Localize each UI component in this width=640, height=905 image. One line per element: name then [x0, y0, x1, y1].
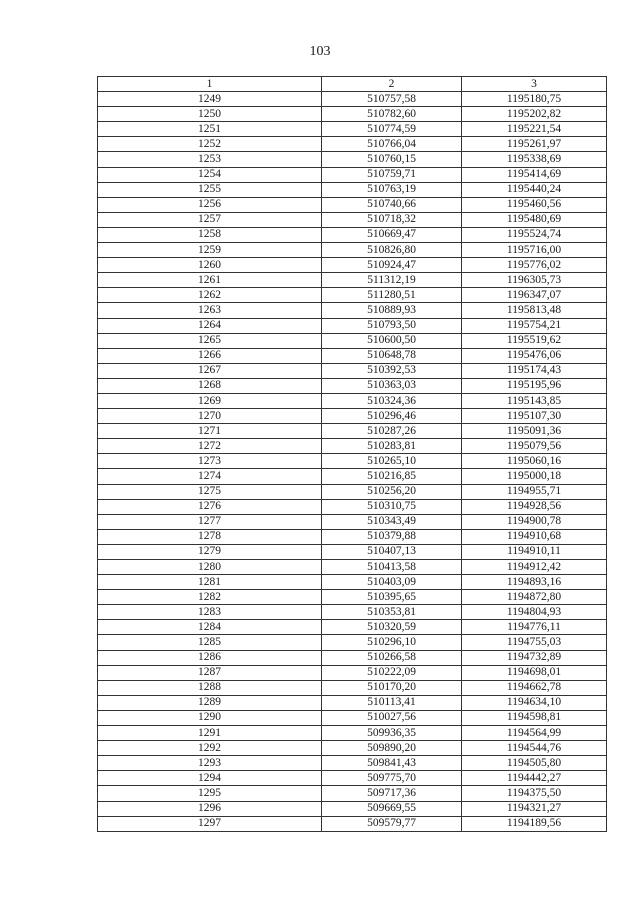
table-row [98, 409, 607, 424]
table-row [98, 424, 607, 439]
x-coordinate-cell: 510403,09 [322, 575, 462, 590]
x-coordinate-cell: 510669,47 [322, 227, 462, 242]
x-coordinate-cell: 510407,13 [322, 544, 462, 559]
y-coordinate-cell: 1195143,85 [462, 393, 607, 408]
table-row [98, 499, 607, 514]
table-row [98, 227, 607, 242]
header-cell-point: 1 [98, 77, 322, 92]
point-number-cell: 1253 [98, 152, 322, 167]
x-coordinate-cell: 510310,75 [322, 499, 462, 514]
x-coordinate-cell: 509669,55 [322, 801, 462, 816]
table-row [98, 650, 607, 665]
y-coordinate-cell: 1194872,80 [462, 590, 607, 605]
y-coordinate-cell: 1195519,62 [462, 333, 607, 348]
x-coordinate-cell: 510395,65 [322, 590, 462, 605]
table-row [98, 348, 607, 363]
point-number-cell: 1293 [98, 756, 322, 771]
x-coordinate-cell: 509936,35 [322, 726, 462, 741]
point-number-cell: 1263 [98, 303, 322, 318]
table-row [98, 152, 607, 167]
point-number-cell: 1257 [98, 212, 322, 227]
table-row [98, 484, 607, 499]
x-coordinate-cell: 510766,04 [322, 137, 462, 152]
point-number-cell: 1281 [98, 575, 322, 590]
point-number-cell: 1262 [98, 288, 322, 303]
y-coordinate-cell: 1195754,21 [462, 318, 607, 333]
x-coordinate-cell: 510266,58 [322, 650, 462, 665]
table-row [98, 243, 607, 258]
x-coordinate-cell: 510763,19 [322, 182, 462, 197]
x-coordinate-cell: 510216,85 [322, 469, 462, 484]
point-number-cell: 1274 [98, 469, 322, 484]
table-row [98, 560, 607, 575]
point-number-cell: 1292 [98, 741, 322, 756]
point-number-cell: 1265 [98, 333, 322, 348]
point-number-cell: 1296 [98, 801, 322, 816]
point-number-cell: 1289 [98, 695, 322, 710]
point-number-cell: 1255 [98, 182, 322, 197]
point-number-cell: 1256 [98, 197, 322, 212]
y-coordinate-cell: 1196347,07 [462, 288, 607, 303]
point-number-cell: 1286 [98, 650, 322, 665]
y-coordinate-cell: 1195480,69 [462, 212, 607, 227]
y-coordinate-cell: 1194662,78 [462, 680, 607, 695]
point-number-cell: 1288 [98, 680, 322, 695]
table-row [98, 741, 607, 756]
point-number-cell: 1297 [98, 816, 322, 831]
point-number-cell: 1252 [98, 137, 322, 152]
table-row [98, 529, 607, 544]
y-coordinate-cell: 1194321,27 [462, 801, 607, 816]
y-coordinate-cell: 1194375,50 [462, 786, 607, 801]
x-coordinate-cell: 510648,78 [322, 348, 462, 363]
y-coordinate-cell: 1195174,43 [462, 363, 607, 378]
point-number-cell: 1264 [98, 318, 322, 333]
y-coordinate-cell: 1194955,71 [462, 484, 607, 499]
point-number-cell: 1287 [98, 665, 322, 680]
x-coordinate-cell: 510113,41 [322, 695, 462, 710]
y-coordinate-cell: 1195261,97 [462, 137, 607, 152]
y-coordinate-cell: 1194912,42 [462, 560, 607, 575]
x-coordinate-cell: 510793,50 [322, 318, 462, 333]
x-coordinate-cell: 510924,47 [322, 258, 462, 273]
point-number-cell: 1258 [98, 227, 322, 242]
coordinates-table [97, 76, 607, 832]
y-coordinate-cell: 1194910,68 [462, 529, 607, 544]
table-row [98, 771, 607, 786]
x-coordinate-cell: 510774,59 [322, 122, 462, 137]
y-coordinate-cell: 1195776,02 [462, 258, 607, 273]
header-row [98, 77, 607, 92]
point-number-cell: 1278 [98, 529, 322, 544]
x-coordinate-cell: 510363,03 [322, 378, 462, 393]
point-number-cell: 1273 [98, 454, 322, 469]
table-row [98, 137, 607, 152]
y-coordinate-cell: 1195060,16 [462, 454, 607, 469]
y-coordinate-cell: 1195524,74 [462, 227, 607, 242]
table-row [98, 197, 607, 212]
x-coordinate-cell: 510600,50 [322, 333, 462, 348]
x-coordinate-cell: 511312,19 [322, 273, 462, 288]
point-number-cell: 1249 [98, 92, 322, 107]
y-coordinate-cell: 1195202,82 [462, 107, 607, 122]
x-coordinate-cell: 510343,49 [322, 514, 462, 529]
x-coordinate-cell: 510353,81 [322, 605, 462, 620]
table-row [98, 92, 607, 107]
point-number-cell: 1276 [98, 499, 322, 514]
point-number-cell: 1259 [98, 243, 322, 258]
point-number-cell: 1267 [98, 363, 322, 378]
x-coordinate-cell: 510027,56 [322, 710, 462, 725]
table-row [98, 514, 607, 529]
x-coordinate-cell: 510265,10 [322, 454, 462, 469]
table-row [98, 318, 607, 333]
x-coordinate-cell: 510889,93 [322, 303, 462, 318]
point-number-cell: 1275 [98, 484, 322, 499]
y-coordinate-cell: 1195716,00 [462, 243, 607, 258]
table-row [98, 710, 607, 725]
table-row [98, 801, 607, 816]
y-coordinate-cell: 1195195,96 [462, 378, 607, 393]
table-row [98, 786, 607, 801]
x-coordinate-cell: 510324,36 [322, 393, 462, 408]
table-row [98, 182, 607, 197]
x-coordinate-cell: 510392,53 [322, 363, 462, 378]
point-number-cell: 1266 [98, 348, 322, 363]
y-coordinate-cell: 1194732,89 [462, 650, 607, 665]
table-row [98, 695, 607, 710]
x-coordinate-cell: 510283,81 [322, 439, 462, 454]
y-coordinate-cell: 1194505,80 [462, 756, 607, 771]
y-coordinate-cell: 1194564,99 [462, 726, 607, 741]
table-header [98, 77, 607, 92]
table-row [98, 454, 607, 469]
table-row [98, 212, 607, 227]
point-number-cell: 1271 [98, 424, 322, 439]
y-coordinate-cell: 1195440,24 [462, 182, 607, 197]
point-number-cell: 1270 [98, 409, 322, 424]
y-coordinate-cell: 1194928,56 [462, 499, 607, 514]
y-coordinate-cell: 1195107,30 [462, 409, 607, 424]
point-number-cell: 1261 [98, 273, 322, 288]
point-number-cell: 1260 [98, 258, 322, 273]
x-coordinate-cell: 510760,15 [322, 152, 462, 167]
x-coordinate-cell: 510296,10 [322, 635, 462, 650]
y-coordinate-cell: 1196305,73 [462, 273, 607, 288]
point-number-cell: 1277 [98, 514, 322, 529]
x-coordinate-cell: 510296,46 [322, 409, 462, 424]
table-row [98, 439, 607, 454]
point-number-cell: 1269 [98, 393, 322, 408]
table-row [98, 378, 607, 393]
table-row [98, 288, 607, 303]
table-row [98, 258, 607, 273]
y-coordinate-cell: 1194804,93 [462, 605, 607, 620]
y-coordinate-cell: 1194910,11 [462, 544, 607, 559]
point-number-cell: 1282 [98, 590, 322, 605]
table-row [98, 333, 607, 348]
point-number-cell: 1284 [98, 620, 322, 635]
x-coordinate-cell: 510718,32 [322, 212, 462, 227]
table-row [98, 665, 607, 680]
x-coordinate-cell: 510757,58 [322, 92, 462, 107]
table-row [98, 544, 607, 559]
table-row [98, 635, 607, 650]
x-coordinate-cell: 510740,66 [322, 197, 462, 212]
point-number-cell: 1294 [98, 771, 322, 786]
table-row [98, 590, 607, 605]
point-number-cell: 1250 [98, 107, 322, 122]
y-coordinate-cell: 1194900,78 [462, 514, 607, 529]
table-row [98, 726, 607, 741]
y-coordinate-cell: 1195338,69 [462, 152, 607, 167]
point-number-cell: 1280 [98, 560, 322, 575]
y-coordinate-cell: 1194634,10 [462, 695, 607, 710]
x-coordinate-cell: 510170,20 [322, 680, 462, 695]
point-number-cell: 1251 [98, 122, 322, 137]
point-number-cell: 1291 [98, 726, 322, 741]
x-coordinate-cell: 510287,26 [322, 424, 462, 439]
y-coordinate-cell: 1195414,69 [462, 167, 607, 182]
y-coordinate-cell: 1195180,75 [462, 92, 607, 107]
table-row [98, 107, 607, 122]
point-number-cell: 1279 [98, 544, 322, 559]
table-row [98, 620, 607, 635]
header-cell-x: 2 [322, 77, 462, 92]
y-coordinate-cell: 1194776,11 [462, 620, 607, 635]
table-row [98, 363, 607, 378]
x-coordinate-cell: 510826,80 [322, 243, 462, 258]
x-coordinate-cell: 509717,36 [322, 786, 462, 801]
y-coordinate-cell: 1194893,16 [462, 575, 607, 590]
x-coordinate-cell: 509579,77 [322, 816, 462, 831]
x-coordinate-cell: 509890,20 [322, 741, 462, 756]
table-row [98, 756, 607, 771]
point-number-cell: 1283 [98, 605, 322, 620]
y-coordinate-cell: 1195079,56 [462, 439, 607, 454]
table-row [98, 167, 607, 182]
y-coordinate-cell: 1195091,36 [462, 424, 607, 439]
table-row [98, 816, 607, 831]
x-coordinate-cell: 510320,59 [322, 620, 462, 635]
table-body [98, 92, 607, 832]
x-coordinate-cell: 511280,51 [322, 288, 462, 303]
header-cell-y: 3 [462, 77, 607, 92]
table-row [98, 605, 607, 620]
table-row [98, 469, 607, 484]
table-row [98, 575, 607, 590]
table-row [98, 303, 607, 318]
point-number-cell: 1272 [98, 439, 322, 454]
table-row [98, 680, 607, 695]
y-coordinate-cell: 1194189,56 [462, 816, 607, 831]
page-number: 103 [309, 44, 331, 59]
x-coordinate-cell: 510782,60 [322, 107, 462, 122]
y-coordinate-cell: 1194544,76 [462, 741, 607, 756]
x-coordinate-cell: 509841,43 [322, 756, 462, 771]
point-number-cell: 1285 [98, 635, 322, 650]
y-coordinate-cell: 1195221,54 [462, 122, 607, 137]
x-coordinate-cell: 510413,58 [322, 560, 462, 575]
point-number-cell: 1268 [98, 378, 322, 393]
x-coordinate-cell: 510379,88 [322, 529, 462, 544]
x-coordinate-cell: 510222,09 [322, 665, 462, 680]
table-row [98, 273, 607, 288]
point-number-cell: 1290 [98, 710, 322, 725]
x-coordinate-cell: 509775,70 [322, 771, 462, 786]
y-coordinate-cell: 1195460,56 [462, 197, 607, 212]
y-coordinate-cell: 1194442,27 [462, 771, 607, 786]
y-coordinate-cell: 1194698,01 [462, 665, 607, 680]
y-coordinate-cell: 1195476,06 [462, 348, 607, 363]
table-row [98, 122, 607, 137]
y-coordinate-cell: 1194755,03 [462, 635, 607, 650]
x-coordinate-cell: 510256,20 [322, 484, 462, 499]
y-coordinate-cell: 1194598,81 [462, 710, 607, 725]
point-number-cell: 1254 [98, 167, 322, 182]
table-row [98, 393, 607, 408]
y-coordinate-cell: 1195813,48 [462, 303, 607, 318]
y-coordinate-cell: 1195000,18 [462, 469, 607, 484]
x-coordinate-cell: 510759,71 [322, 167, 462, 182]
point-number-cell: 1295 [98, 786, 322, 801]
